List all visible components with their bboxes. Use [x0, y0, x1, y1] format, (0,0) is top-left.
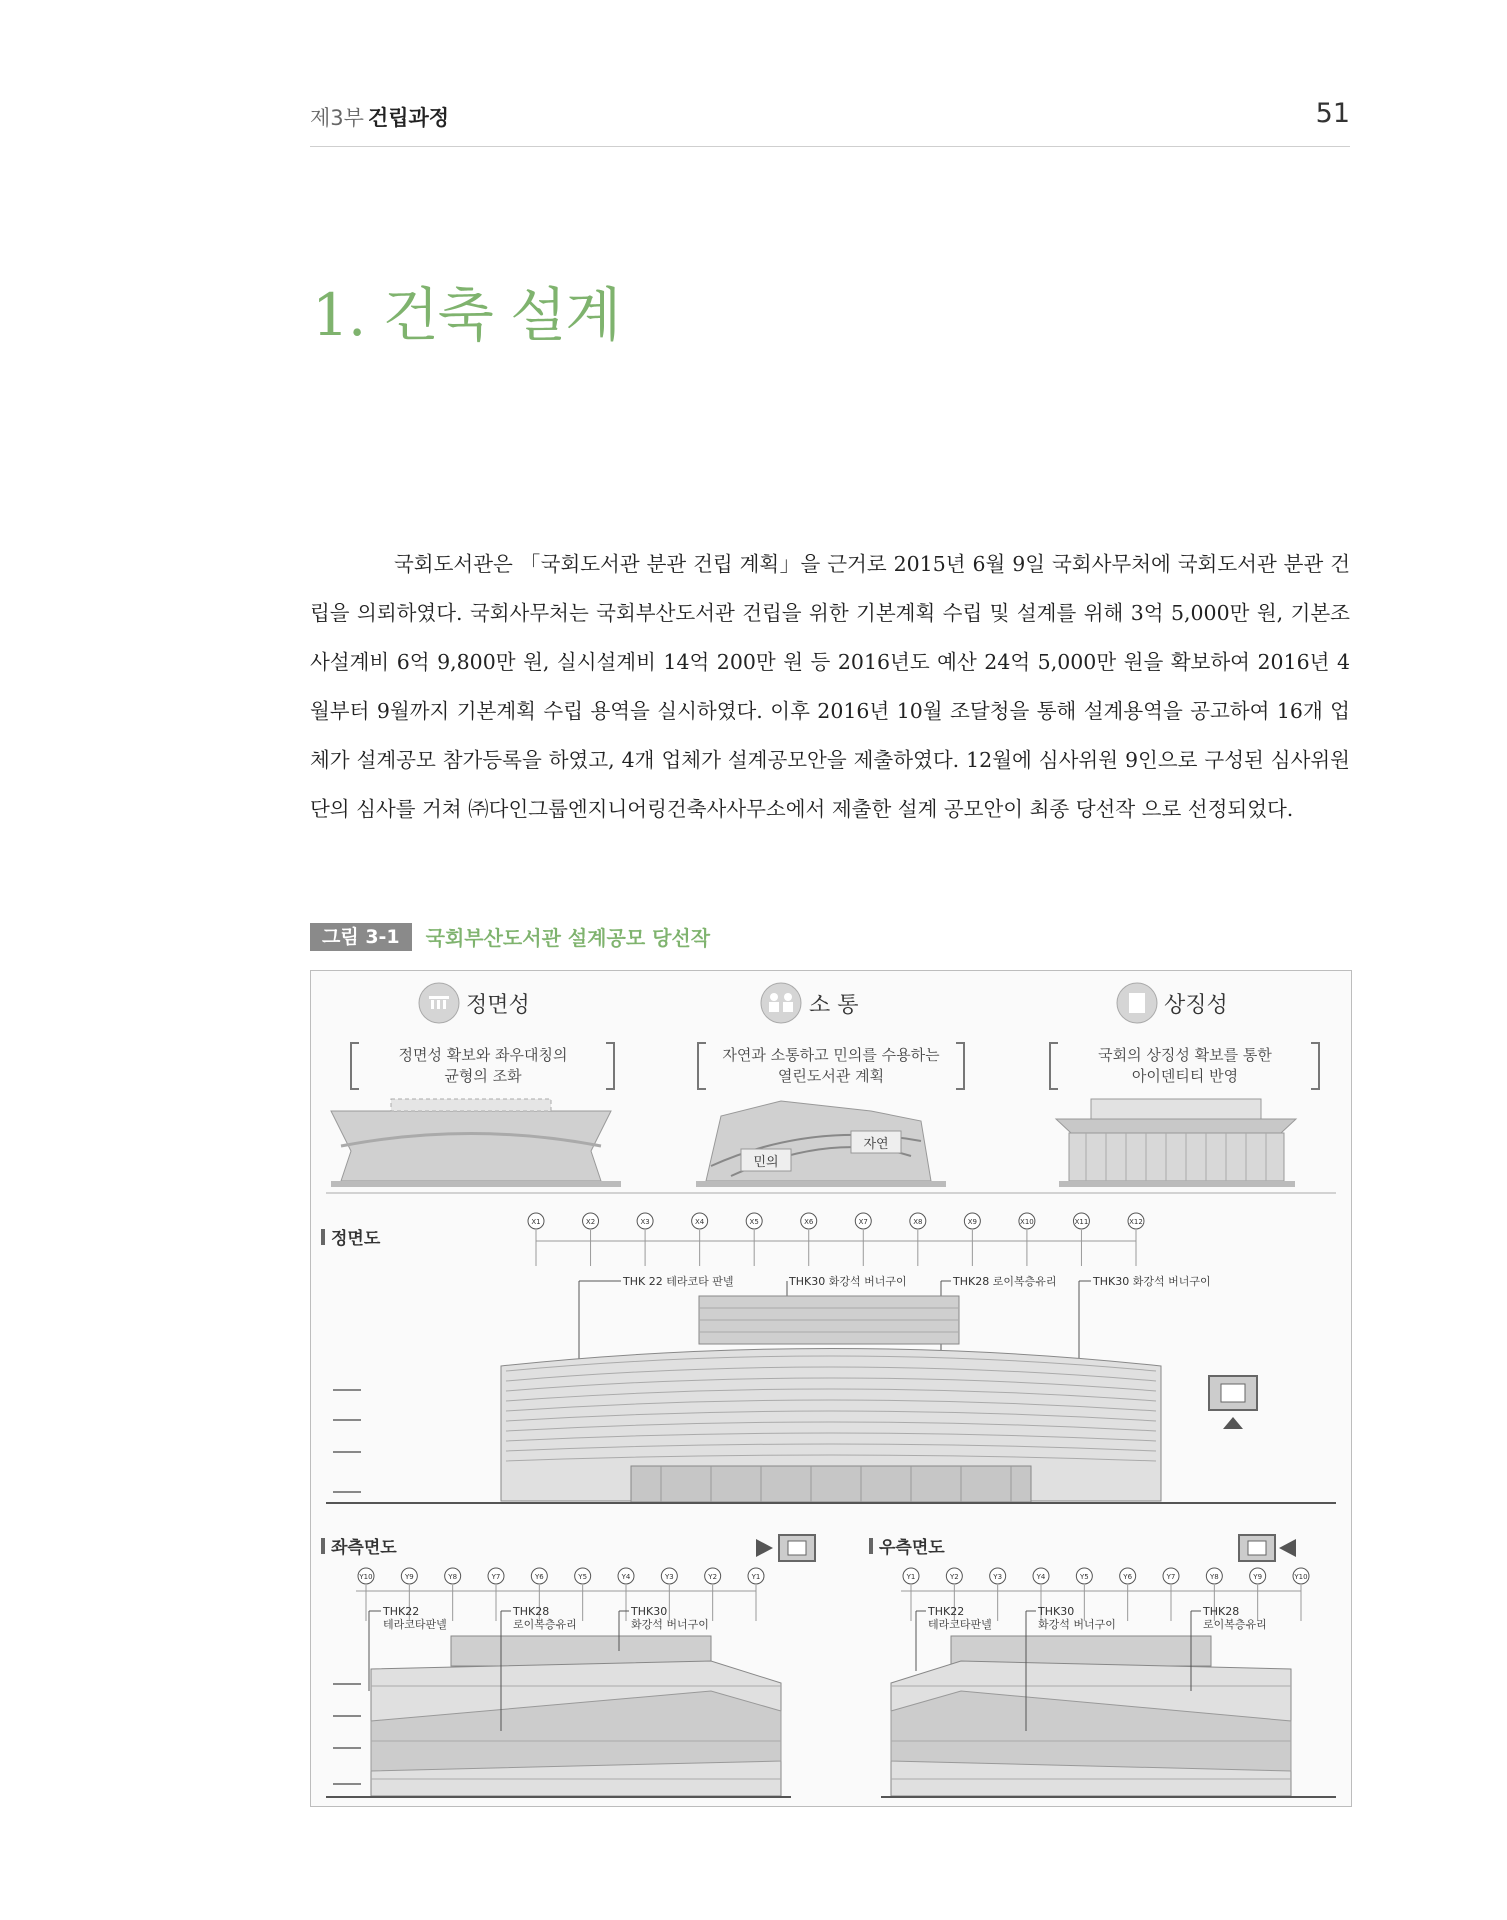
grid-label: X2	[585, 1218, 596, 1226]
grid-label: Y2	[708, 1573, 718, 1581]
grid-label: X3	[640, 1218, 650, 1226]
page-number: 51	[1315, 98, 1350, 129]
material-note: 화강석 버너구이	[1038, 1618, 1116, 1631]
concept-tag: 자연	[863, 1137, 889, 1152]
figure-caption	[310, 922, 710, 950]
grid-label: X8	[913, 1218, 923, 1226]
material-note: 로이복층유리	[1203, 1618, 1267, 1631]
material-note: 테라코타판넬	[383, 1618, 447, 1631]
elevation-label: 좌측면도	[331, 1538, 397, 1558]
concept-desc: 균형의 조화	[444, 1067, 522, 1085]
concept-title: 상징성	[1164, 993, 1228, 1018]
front-elevation	[321, 1213, 1336, 1503]
people-icon	[761, 983, 801, 1023]
elevation-label: 우측면도	[879, 1538, 945, 1558]
grid-label: Y8	[448, 1573, 458, 1581]
body-paragraph: 국회도서관은 「국회도서관 분관 건립 계획」을 근거로 2015년 6월 9일 국회사무처에 국회도서관 분관 건립을 의뢰하였다. 국회사무처는 국회부산도서관 건립을 위한 기본계획 수립 및 설계를 위해 3억 5,000만 원, 기본조사설계비 6억 9,800만 원, 실시설계비 14억 200만 원 등 2016년도 예산 24억 5,000만 원을 확보하여 2016년 4월부터 9월까지 기본계획 수립 용역을 실시하였다. 이후 2016년 10월 조달청을 통해 설계용역을 공고하여 16개 업체가 설계공모 참가등록을 하였고, 4개 업체가 설계공모안을 제출하였다. 12월에 심사위원 9인으로 구성된 심사위원단의 심사를 거쳐 ㈜다인그룹엔지니어링건축사사무소에서 제출한 설계 공모안이 최종 당선작 으로 선정되었다.	[310, 552, 1350, 821]
grid-label: X5	[749, 1218, 759, 1226]
grid-label: Y5	[578, 1573, 588, 1581]
grid-label: Y4	[621, 1573, 631, 1581]
grid-label: Y9	[404, 1573, 414, 1581]
concept-title: 정면성	[466, 993, 530, 1018]
grid-label: Y1	[751, 1573, 761, 1581]
concept-building-front	[331, 1099, 621, 1187]
grid-label: X10	[1020, 1218, 1034, 1226]
section-title: 1. 건축 설계	[312, 281, 621, 349]
material-note: THK30	[631, 1605, 668, 1618]
grid-label: X11	[1074, 1218, 1089, 1226]
grid-label: X12	[1129, 1218, 1143, 1226]
grid-label: Y9	[1253, 1573, 1263, 1581]
section-name: 건립과정	[367, 106, 450, 130]
figure-label: 그림 3-1	[310, 923, 412, 951]
grid-label: Y7	[491, 1573, 501, 1581]
grid-label: Y3	[993, 1573, 1003, 1581]
material-note: 화강석 버너구이	[631, 1618, 709, 1631]
figure-caption-text: 국회부산도서관 설계공모 당선작	[425, 926, 711, 950]
page-header	[310, 98, 1350, 147]
grid-label: Y6	[1123, 1573, 1133, 1581]
material-note: THK 22 테라코타 판넬	[623, 1275, 734, 1288]
material-note: THK28	[1203, 1605, 1240, 1618]
material-note: THK28 로이복층유리	[953, 1275, 1057, 1288]
elevation-label: 정면도	[331, 1229, 381, 1249]
architecture-drawing	[311, 971, 1351, 1806]
grid-label: Y10	[359, 1573, 373, 1581]
grid-axis	[528, 1213, 1144, 1266]
grid-label: Y1	[906, 1573, 916, 1581]
grid-label: X4	[695, 1218, 705, 1226]
grid-label: Y3	[664, 1573, 674, 1581]
grid-label: Y5	[1079, 1573, 1089, 1581]
concept-desc: 열린도서관 계획	[777, 1067, 885, 1085]
concept-desc: 국회의 상징성 확보를 통한	[1098, 1046, 1272, 1064]
material-note: 테라코타판넬	[928, 1618, 992, 1631]
material-note: THK30	[1038, 1605, 1075, 1618]
grid-label: X7	[858, 1218, 868, 1226]
concept-title: 소 통	[809, 993, 859, 1018]
right-elevation	[869, 1535, 1336, 1797]
material-note: 로이복층유리	[513, 1618, 577, 1631]
part-label	[310, 102, 449, 132]
material-note: THK30 화강석 버너구이	[789, 1275, 907, 1288]
grid-label: Y4	[1036, 1573, 1046, 1581]
concept-building-communication	[696, 1101, 946, 1187]
material-note: THK30 화강석 버너구이	[1093, 1275, 1211, 1288]
material-note: THK22	[383, 1605, 420, 1618]
grid-label: Y7	[1166, 1573, 1176, 1581]
grid-label: X9	[967, 1218, 977, 1226]
concept-desc: 정면성 확보와 좌우대칭의	[398, 1046, 568, 1064]
grid-label: Y10	[1294, 1573, 1308, 1581]
material-note: THK22	[928, 1605, 965, 1618]
concept-panel	[326, 983, 1336, 1193]
concept-tag: 민의	[753, 1155, 779, 1170]
part-number: 제3부	[310, 106, 364, 130]
body-text	[310, 540, 1350, 834]
concept-desc: 아이덴티티 반영	[1131, 1067, 1239, 1085]
grid-label: Y8	[1209, 1573, 1219, 1581]
figure-image	[310, 970, 1352, 1807]
concept-desc: 자연과 소통하고 민의를 수용하는	[722, 1046, 940, 1064]
material-note: THK28	[513, 1605, 550, 1618]
left-elevation	[321, 1535, 815, 1797]
grid-label: X1	[531, 1218, 541, 1226]
grid-label: X6	[804, 1218, 814, 1226]
grid-label: Y2	[949, 1573, 959, 1581]
grid-label: Y6	[534, 1573, 544, 1581]
concept-building-symbol	[1056, 1099, 1296, 1187]
